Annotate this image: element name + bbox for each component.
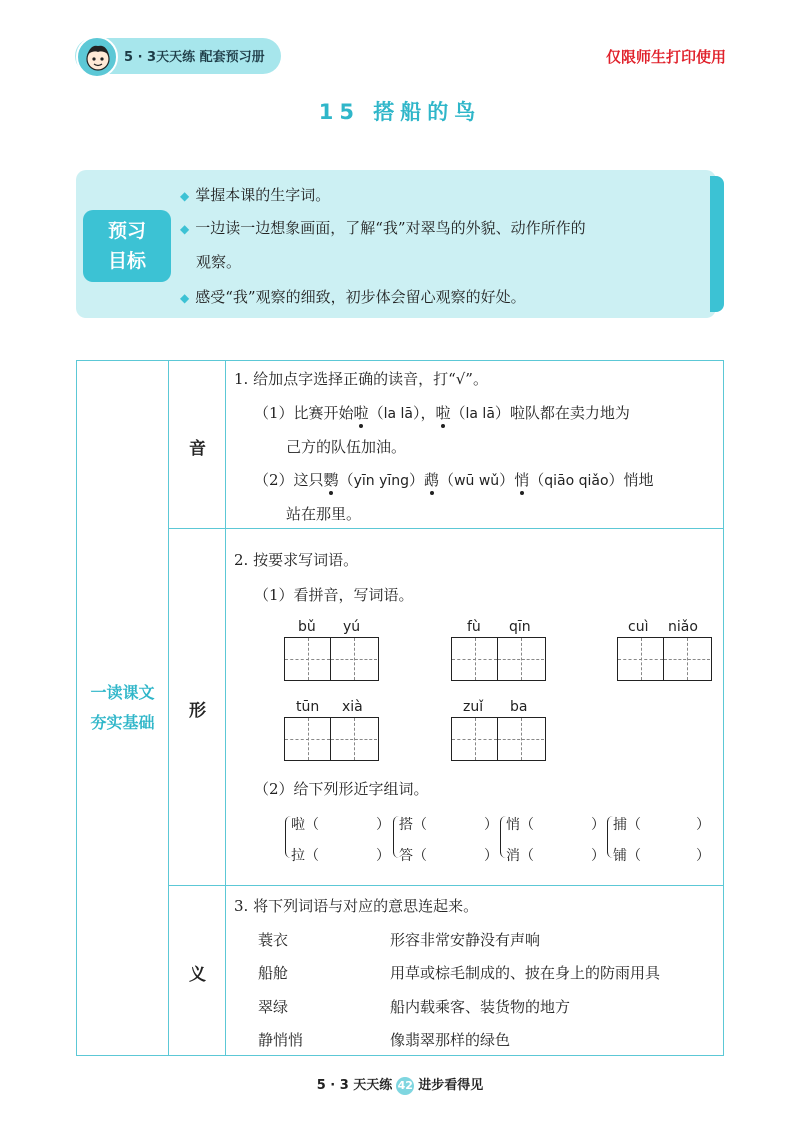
- dotted-char: 鹦: [323, 471, 339, 489]
- match-word[interactable]: 蓑衣: [258, 931, 289, 949]
- dotted-char: 啦: [353, 404, 369, 422]
- goal-item-continued: 观察。: [196, 253, 242, 271]
- writing-grid[interactable]: [284, 637, 379, 681]
- pinyin-label: cuì: [628, 619, 649, 635]
- row-divider: [169, 885, 724, 886]
- writing-grid[interactable]: [284, 717, 379, 761]
- question-3: 3. 将下列词语与对应的意思连起来。: [234, 897, 479, 915]
- question-1: 1. 给加点字选择正确的读音，打“√”。: [234, 370, 488, 388]
- pinyin-choice[interactable]: la lā: [383, 406, 413, 422]
- page-number: 42: [396, 1077, 414, 1095]
- writing-grid[interactable]: [617, 637, 712, 681]
- pinyin-choice[interactable]: wū wǔ: [454, 473, 500, 489]
- bullet-icon: ◆: [180, 189, 190, 203]
- question-2-sub-2: （2）给下列形近字组词。: [254, 780, 429, 798]
- similar-char-bottom: 消（: [506, 848, 534, 864]
- mascot-avatar-icon: [76, 36, 118, 78]
- series-title: 5 · 3天天练 配套预习册: [124, 50, 265, 65]
- lesson-title: 15 搭船的鸟: [318, 100, 482, 124]
- similar-char-bottom: 答（: [399, 848, 427, 864]
- row-divider: [169, 528, 724, 529]
- goal-item: ◆ 一边读一边想象画面，了解“我”对翠鸟的外貌、动作所作的: [180, 219, 586, 237]
- page-footer: 5 · 3 天天练 42 进步看得见: [316, 1078, 484, 1093]
- goal-item: ◆ 掌握本课的生字词。: [180, 186, 331, 204]
- pinyin-choice[interactable]: yīn yīng: [353, 473, 410, 489]
- match-word[interactable]: 翠绿: [258, 998, 289, 1016]
- dotted-char: 悄: [514, 471, 530, 489]
- question-1-item-1-continued: 己方的队伍加油。: [286, 438, 407, 456]
- pinyin-choice[interactable]: la lā: [465, 406, 495, 422]
- dotted-char: 鹉: [424, 471, 440, 489]
- bullet-icon: ◆: [180, 291, 190, 305]
- question-1-item-2-continued: 站在那里。: [286, 505, 362, 523]
- pinyin-choice[interactable]: qiāo qiǎo: [544, 473, 609, 489]
- pinyin-label: ba: [510, 699, 528, 715]
- question-1-item-1: （1）比赛开始啦（la lā），啦（la lā）啦队都在卖力地为: [254, 404, 630, 422]
- similar-char-top: 悄（: [506, 817, 534, 833]
- similar-char-bottom: 铺（: [613, 848, 641, 864]
- question-1-item-2: （2）这只鹦（yīn yīng）鹉（wū wǔ）悄（qiāo qiǎo）悄地: [254, 471, 654, 489]
- match-word[interactable]: 船舱: [258, 964, 289, 982]
- section-category-label: 一读课文 夯实基础: [90, 683, 155, 732]
- question-2: 2. 按要求写词语。: [234, 551, 359, 569]
- goals-label: 预习 目标: [83, 210, 171, 282]
- section-label-xing: 形: [189, 701, 206, 721]
- goal-item: ◆ 感受“我”观察的细致，初步体会留心观察的好处。: [180, 288, 526, 306]
- pinyin-label: qīn: [509, 619, 531, 635]
- goals-panel-tab: [710, 176, 724, 312]
- match-meaning[interactable]: 形容非常安静没有声响: [390, 931, 541, 949]
- dotted-char: 啦: [435, 404, 451, 422]
- match-word[interactable]: 静悄悄: [258, 1031, 304, 1049]
- match-meaning[interactable]: 用草或棕毛制成的、披在身上的防雨用具: [390, 964, 661, 982]
- usage-restriction: 仅限师生打印使用: [605, 48, 726, 66]
- pinyin-label: niǎo: [668, 619, 698, 635]
- similar-char-top: 搭（: [399, 817, 427, 833]
- pinyin-label: xià: [342, 699, 363, 715]
- bullet-icon: ◆: [180, 222, 190, 236]
- section-label-yin: 音: [189, 439, 206, 459]
- pinyin-label: bǔ: [298, 619, 316, 635]
- similar-char-bottom: 拉（: [291, 848, 319, 864]
- match-meaning[interactable]: 船内载乘客、装货物的地方: [390, 998, 571, 1016]
- pinyin-label: fù: [467, 619, 481, 635]
- writing-grid[interactable]: [451, 717, 546, 761]
- pinyin-label: tūn: [296, 699, 320, 715]
- match-meaning[interactable]: 像翡翠那样的绿色: [390, 1031, 511, 1049]
- question-2-sub-1: （1）看拼音，写词语。: [254, 586, 414, 604]
- writing-grid[interactable]: [451, 637, 546, 681]
- similar-char-top: 捕（: [613, 817, 641, 833]
- similar-char-top: 啦（: [291, 817, 319, 833]
- pinyin-label: zuǐ: [463, 699, 484, 715]
- pinyin-label: yú: [343, 619, 361, 635]
- section-label-yi: 义: [189, 965, 206, 985]
